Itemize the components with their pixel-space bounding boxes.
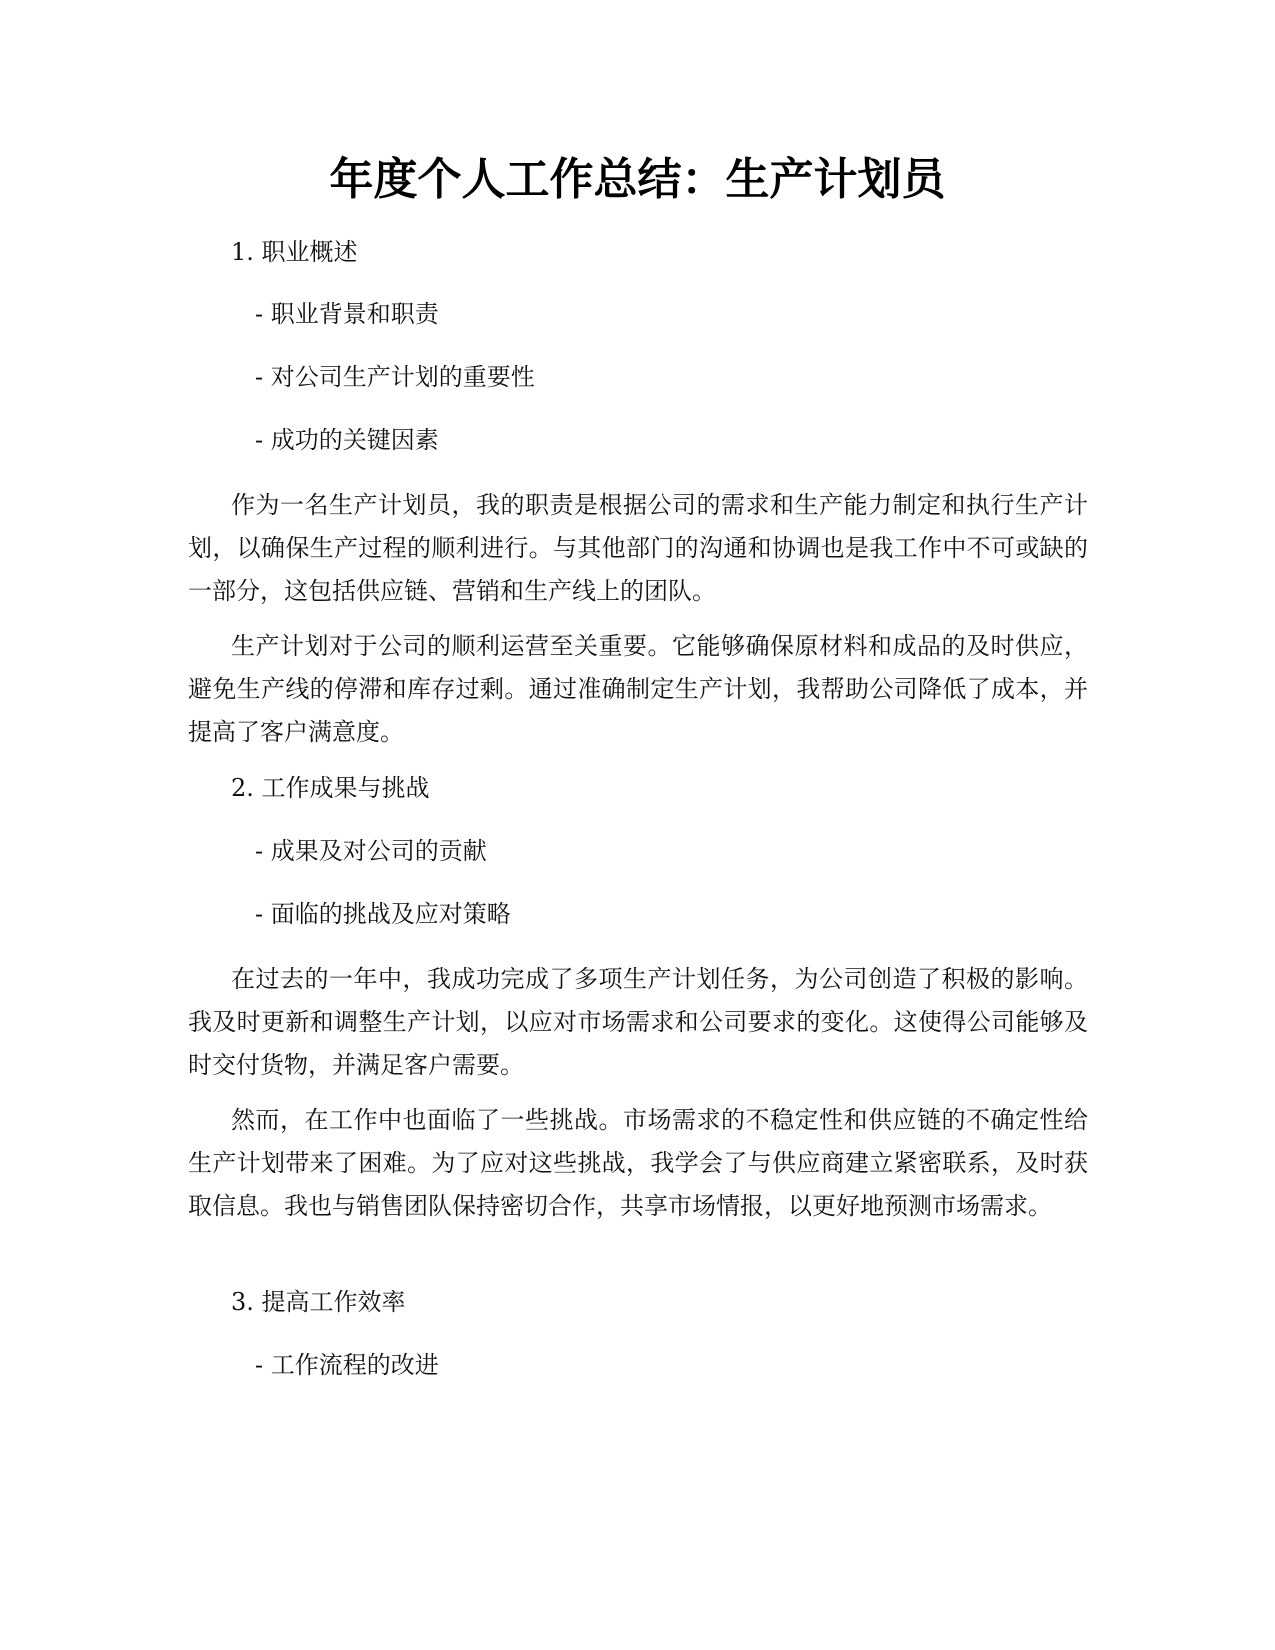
section-heading-efficiency: 3. 提高工作效率 (231, 1288, 406, 1316)
bullet-item: - 成功的关键因素 (255, 426, 439, 454)
section-heading-achievements-challenges: 2. 工作成果与挑战 (231, 774, 430, 802)
body-paragraph: 然而，在工作中也面临了一些挑战。市场需求的不稳定性和供应链的不确定性给生产计划带来了困难。为了应对这些挑战，我学会了与供应商建立紧密联系，及时获取信息。我也与销售团队保持密切合作，共享市场情报，以更好地预测市场需求。 (188, 1106, 1088, 1220)
body-paragraph: 在过去的一年中，我成功完成了多项生产计划任务，为公司创造了积极的影响。我及时更新和调整生产计划，以应对市场需求和公司要求的变化。这使得公司能够及时交付货物，并满足客户需要。 (188, 965, 1088, 1079)
bullet-item: - 成果及对公司的贡献 (255, 837, 487, 865)
document-title: 年度个人工作总结：生产计划员 (329, 154, 946, 205)
section-heading-career-overview: 1. 职业概述 (231, 238, 358, 266)
bullet-item: - 面临的挑战及应对策略 (255, 900, 511, 928)
body-paragraph: 生产计划对于公司的顺利运营至关重要。它能够确保原材料和成品的及时供应，避免生产线的停滞和库存过剩。通过准确制定生产计划，我帮助公司降低了成本，并提高了客户满意度。 (188, 632, 1088, 746)
bullet-item: - 对公司生产计划的重要性 (255, 363, 535, 391)
bullet-item: - 职业背景和职责 (255, 300, 439, 328)
body-paragraph: 作为一名生产计划员，我的职责是根据公司的需求和生产能力制定和执行生产计划，以确保生产过程的顺利进行。与其他部门的沟通和协调也是我工作中不可或缺的一部分，这包括供应链、营销和生产线上的团队。 (188, 491, 1088, 605)
bullet-item: - 工作流程的改进 (255, 1351, 439, 1379)
